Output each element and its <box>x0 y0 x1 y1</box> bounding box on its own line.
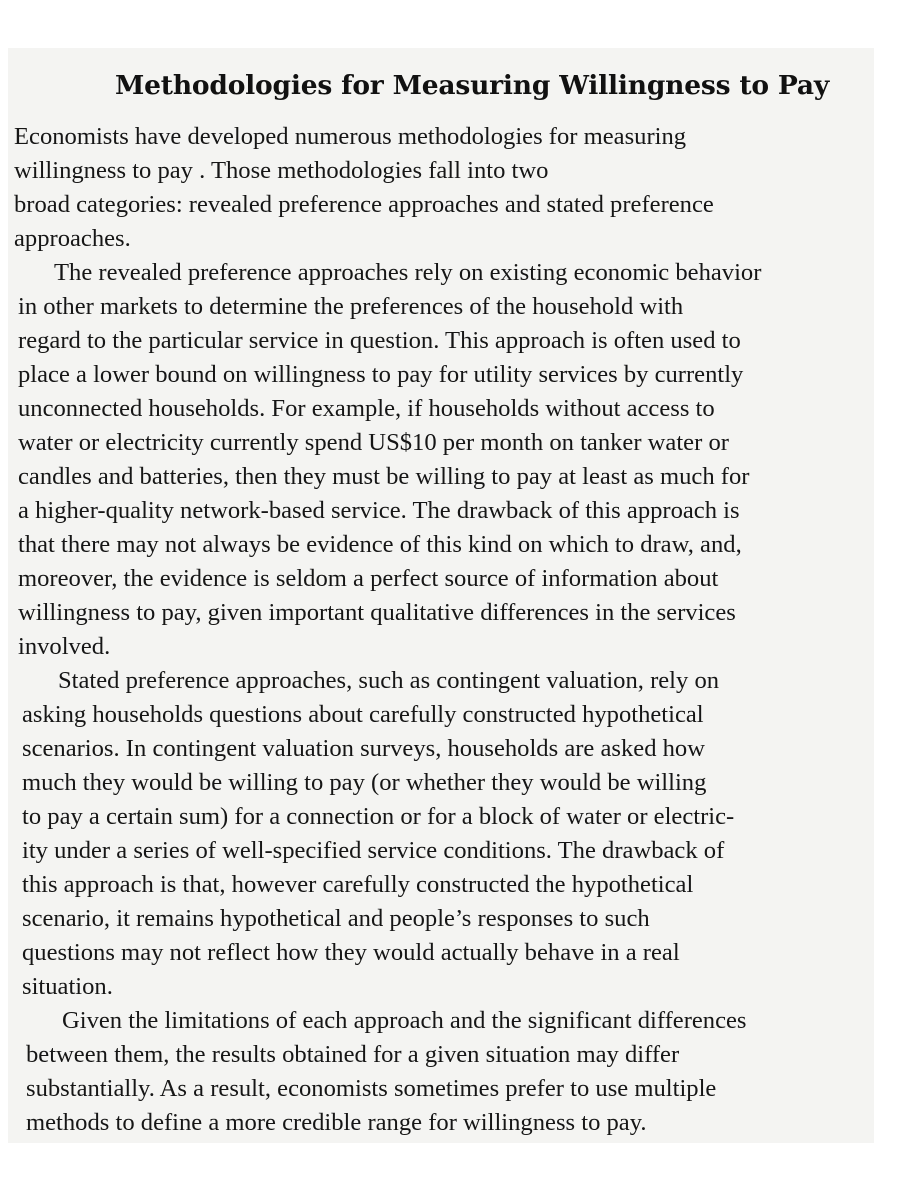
text-line: Stated preference approaches, such as contingent valuation, rely on <box>58 667 720 694</box>
body-text <box>14 120 864 1140</box>
text-line: willingness to pay, given important qualitative differences in the services <box>18 599 736 626</box>
text-line: to pay a certain sum) for a connection or for a block of water or electric- <box>22 803 735 830</box>
text-line: approaches. <box>14 225 131 252</box>
text-line: scenario, it remains hypothetical and people’s responses to such <box>22 905 650 932</box>
text-line: situation. <box>22 973 113 1000</box>
text-line: a higher-quality network-based service. The drawback of this approach is <box>18 497 740 524</box>
paragraph-stated-preference <box>22 664 864 1004</box>
text-line: moreover, the evidence is seldom a perfect source of information about <box>18 565 719 592</box>
text-line: this approach is that, however carefully constructed the hypothetical <box>22 871 694 898</box>
text-line: The revealed preference approaches rely on existing economic behavior <box>54 259 762 286</box>
text-line: unconnected households. For example, if households without access to <box>18 395 715 422</box>
text-line: between them, the results obtained for a given situation may differ <box>26 1041 680 1068</box>
text-line: questions may not reflect how they would actually behave in a real <box>22 939 680 966</box>
text-line: that there may not always be evidence of this kind on which to draw, and, <box>18 531 742 558</box>
text-line: methods to define a more credible range for willingness to pay. <box>26 1109 647 1136</box>
text-line: Economists have developed numerous methodologies for measuring <box>14 123 687 150</box>
text-line: candles and batteries, then they must be willing to pay at least as much for <box>18 463 750 490</box>
text-line: regard to the particular service in question. This approach is often used to <box>18 327 741 354</box>
text-line: ity under a series of well-specified service conditions. The drawback of <box>22 837 725 864</box>
paragraph-revealed-preference <box>18 256 864 664</box>
paragraph-conclusion <box>26 1004 864 1140</box>
text-line: water or electricity currently spend US$10 per month on tanker water or <box>18 429 729 456</box>
paragraph-intro <box>14 120 864 256</box>
text-line: involved. <box>18 633 111 660</box>
text-line: Given the limitations of each approach and the significant differences <box>62 1007 747 1034</box>
text-line: asking households questions about carefully constructed hypothetical <box>22 701 704 728</box>
text-line: in other markets to determine the preferences of the household with <box>18 293 684 320</box>
text-line: broad categories: revealed preference approaches and stated preference <box>14 191 714 218</box>
text-line: much they would be willing to pay (or whether they would be willing <box>22 769 707 796</box>
text-line: place a lower bound on willingness to pay for utility services by currently <box>18 361 744 388</box>
text-line: scenarios. In contingent valuation surveys, households are asked how <box>22 735 705 762</box>
text-line: willingness to pay . Those methodologies fall into two <box>14 157 549 184</box>
page-title: Methodologies for Measuring Willingness to Pay <box>115 70 830 101</box>
text-line: substantially. As a result, economists sometimes prefer to use multiple <box>26 1075 717 1102</box>
